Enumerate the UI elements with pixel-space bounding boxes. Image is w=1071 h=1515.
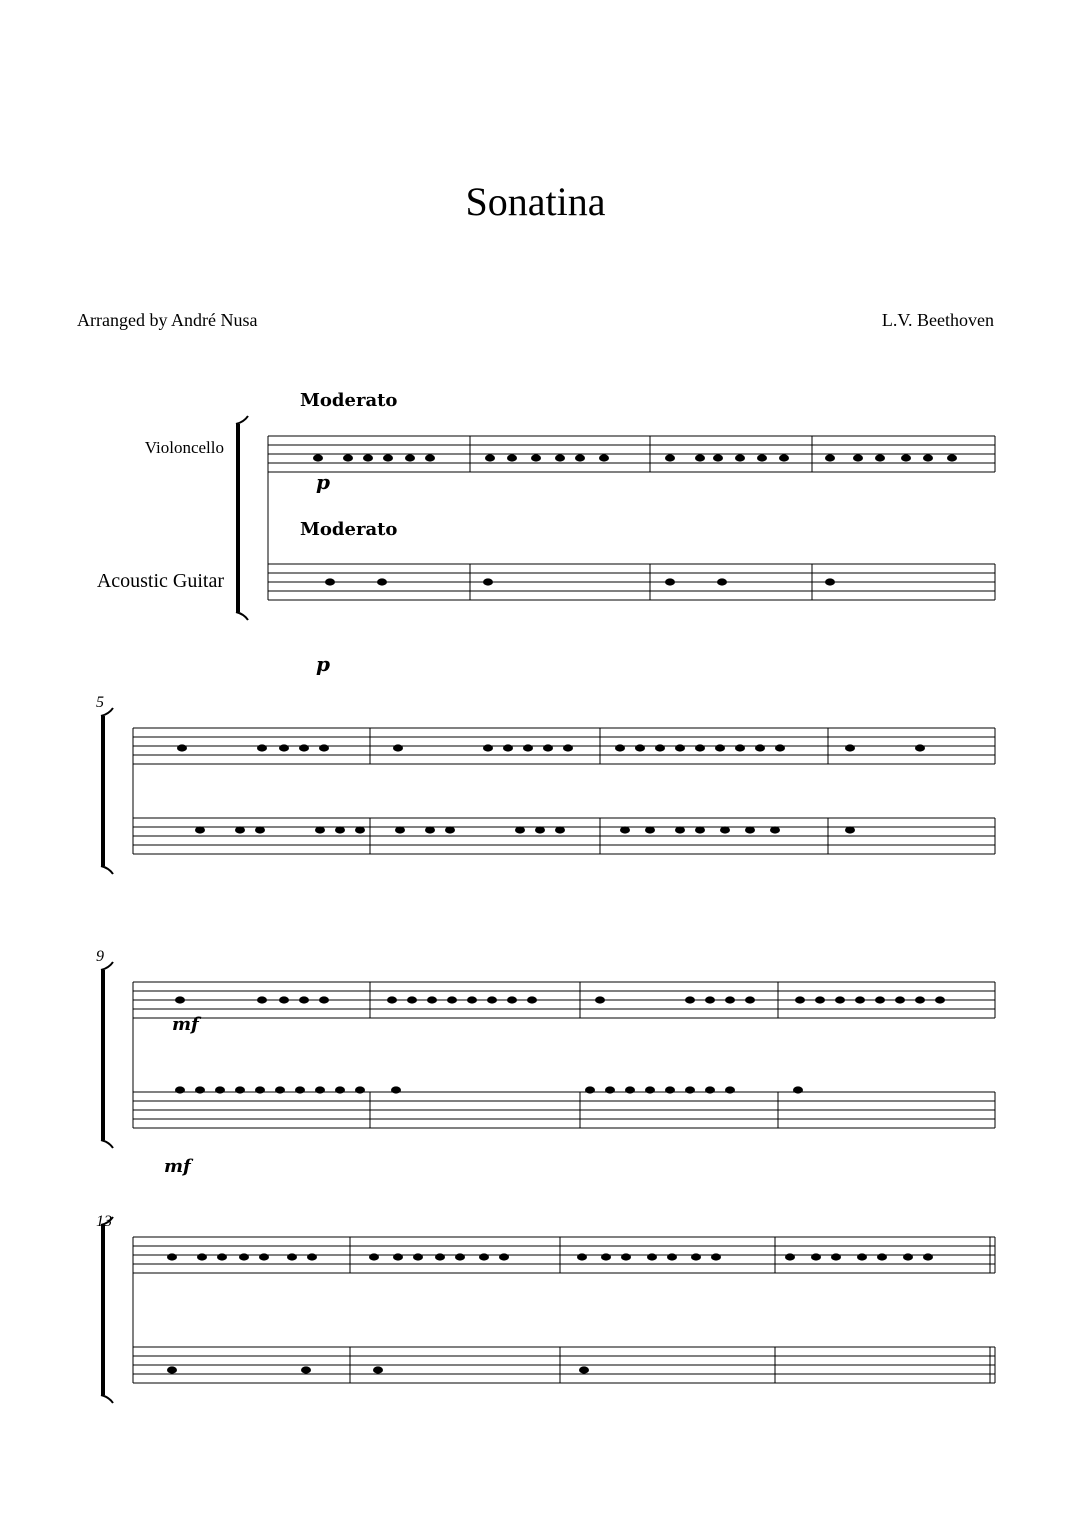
guitar-note — [705, 1086, 715, 1093]
guitar-chord — [579, 1366, 589, 1373]
measure-number-13: 13 — [96, 1213, 112, 1230]
guitar-chord — [483, 578, 493, 585]
guitar-note — [255, 1086, 265, 1093]
guitar-note — [445, 826, 455, 833]
cello-note — [845, 744, 855, 751]
cello-note — [527, 996, 537, 1003]
cello-note — [543, 744, 553, 751]
composer-credit: L.V. Beethoven — [881, 310, 994, 330]
guitar-note — [725, 1086, 735, 1093]
cello-note — [757, 454, 767, 461]
guitar-note — [235, 1086, 245, 1093]
cello-note — [857, 1253, 867, 1260]
guitar-note — [745, 826, 755, 833]
dynamic-cello-p: p — [316, 470, 330, 494]
guitar-note — [195, 1086, 205, 1093]
guitar-note — [355, 1086, 365, 1093]
cello-note — [935, 996, 945, 1003]
cello-note — [915, 744, 925, 751]
guitar-chord — [167, 1366, 177, 1373]
guitar-chord — [717, 578, 727, 585]
guitar-note — [315, 1086, 325, 1093]
cello-note — [675, 744, 685, 751]
cello-note — [383, 454, 393, 461]
dynamic-guitar-mf: mf — [164, 1156, 191, 1177]
measure-number-9: 9 — [96, 948, 104, 965]
guitar-note — [295, 1086, 305, 1093]
system-bracket-hook — [236, 416, 248, 424]
guitar-note — [335, 1086, 345, 1093]
guitar-note — [275, 1086, 285, 1093]
cello-note — [877, 1253, 887, 1260]
cello-note — [855, 996, 865, 1003]
cello-note — [343, 454, 353, 461]
instrument-label-cello: Violoncello — [144, 438, 224, 457]
guitar-note — [685, 1086, 695, 1093]
cello-note — [705, 996, 715, 1003]
system-bracket-hook — [101, 1395, 113, 1403]
guitar-note — [695, 826, 705, 833]
guitar-chord — [825, 578, 835, 585]
cello-note — [599, 454, 609, 461]
cello-note — [319, 744, 329, 751]
guitar-note — [770, 826, 780, 833]
cello-note — [685, 996, 695, 1003]
cello-note — [487, 996, 497, 1003]
guitar-note — [625, 1086, 635, 1093]
cello-note — [715, 744, 725, 751]
cello-note — [413, 1253, 423, 1260]
cello-note — [369, 1253, 379, 1260]
cello-note — [435, 1253, 445, 1260]
cello-note — [785, 1253, 795, 1260]
guitar-note — [585, 1086, 595, 1093]
guitar-note — [235, 826, 245, 833]
guitar-note — [845, 826, 855, 833]
arranger-credit: Arranged by André Nusa — [77, 310, 258, 330]
cello-note — [467, 996, 477, 1003]
guitar-note — [675, 826, 685, 833]
cello-note — [853, 454, 863, 461]
cello-note — [601, 1253, 611, 1260]
cello-note — [745, 996, 755, 1003]
cello-note — [831, 1253, 841, 1260]
cello-note — [835, 996, 845, 1003]
cello-note — [795, 996, 805, 1003]
cello-note — [167, 1253, 177, 1260]
guitar-note — [720, 826, 730, 833]
cello-note — [407, 996, 417, 1003]
cello-note — [393, 1253, 403, 1260]
measure-number-5: 5 — [96, 694, 104, 711]
guitar-chord — [665, 578, 675, 585]
cello-note — [811, 1253, 821, 1260]
cello-note — [555, 454, 565, 461]
guitar-note — [645, 826, 655, 833]
cello-note — [695, 454, 705, 461]
dynamic-guitar-p: p — [316, 652, 330, 676]
guitar-note — [620, 826, 630, 833]
cello-note — [635, 744, 645, 751]
system-bracket-hook — [101, 708, 113, 716]
cello-note — [901, 454, 911, 461]
cello-note — [405, 454, 415, 461]
cello-note — [523, 744, 533, 751]
cello-note — [775, 744, 785, 751]
system-bracket-hook — [101, 866, 113, 874]
cello-note — [875, 454, 885, 461]
guitar-chord — [301, 1366, 311, 1373]
cello-note — [507, 996, 517, 1003]
system-bracket-hook — [101, 1217, 113, 1225]
cello-note — [665, 454, 675, 461]
cello-note — [217, 1253, 227, 1260]
cello-note — [447, 996, 457, 1003]
guitar-note — [425, 826, 435, 833]
cello-note — [595, 996, 605, 1003]
cello-note — [485, 454, 495, 461]
cello-note — [319, 996, 329, 1003]
cello-note — [875, 996, 885, 1003]
guitar-note — [515, 826, 525, 833]
cello-note — [197, 1253, 207, 1260]
score-title: Sonatina — [465, 179, 606, 224]
cello-note — [563, 744, 573, 751]
guitar-chord — [325, 578, 335, 585]
cello-note — [779, 454, 789, 461]
guitar-note — [255, 826, 265, 833]
cello-note — [307, 1253, 317, 1260]
cello-note — [279, 744, 289, 751]
cello-note — [507, 454, 517, 461]
cello-note — [503, 744, 513, 751]
guitar-note — [391, 1086, 401, 1093]
guitar-note — [535, 826, 545, 833]
guitar-note — [175, 1086, 185, 1093]
guitar-note — [555, 826, 565, 833]
cello-note — [725, 996, 735, 1003]
cello-note — [393, 744, 403, 751]
instrument-label-guitar: Acoustic Guitar — [96, 570, 224, 592]
cello-note — [177, 744, 187, 751]
guitar-note — [395, 826, 405, 833]
cello-note — [647, 1253, 657, 1260]
cello-note — [257, 996, 267, 1003]
tempo-marking-guitar: Moderato — [300, 519, 398, 540]
cello-note — [621, 1253, 631, 1260]
cello-note — [923, 1253, 933, 1260]
cello-note — [239, 1253, 249, 1260]
cello-note — [655, 744, 665, 751]
guitar-note — [355, 826, 365, 833]
tempo-marking-cello: Moderato — [300, 390, 398, 411]
system-bracket-hook — [101, 962, 113, 970]
cello-note — [531, 454, 541, 461]
cello-note — [577, 1253, 587, 1260]
cello-note — [479, 1253, 489, 1260]
cello-note — [735, 454, 745, 461]
cello-note — [711, 1253, 721, 1260]
system-bracket-hook — [236, 612, 248, 620]
cello-note — [615, 744, 625, 751]
guitar-note — [315, 826, 325, 833]
cello-note — [363, 454, 373, 461]
guitar-chord — [373, 1366, 383, 1373]
cello-note — [695, 744, 705, 751]
cello-note — [427, 996, 437, 1003]
cello-note — [735, 744, 745, 751]
dynamic-cello-mf: mf — [172, 1014, 199, 1035]
guitar-note — [215, 1086, 225, 1093]
guitar-note — [335, 826, 345, 833]
cello-note — [691, 1253, 701, 1260]
guitar-note — [665, 1086, 675, 1093]
cello-note — [755, 744, 765, 751]
cello-note — [483, 744, 493, 751]
cello-note — [895, 996, 905, 1003]
cello-note — [313, 454, 323, 461]
guitar-note — [793, 1086, 803, 1093]
guitar-chord — [377, 578, 387, 585]
guitar-note — [605, 1086, 615, 1093]
cello-note — [915, 996, 925, 1003]
guitar-note — [195, 826, 205, 833]
cello-note — [387, 996, 397, 1003]
cello-note — [713, 454, 723, 461]
guitar-note — [645, 1086, 655, 1093]
cello-note — [175, 996, 185, 1003]
cello-note — [825, 454, 835, 461]
cello-note — [923, 454, 933, 461]
cello-note — [425, 454, 435, 461]
cello-note — [299, 744, 309, 751]
cello-note — [279, 996, 289, 1003]
system-bracket-hook — [101, 1140, 113, 1148]
cello-note — [667, 1253, 677, 1260]
cello-note — [575, 454, 585, 461]
cello-note — [299, 996, 309, 1003]
cello-note — [287, 1253, 297, 1260]
cello-note — [903, 1253, 913, 1260]
cello-note — [259, 1253, 269, 1260]
cello-note — [455, 1253, 465, 1260]
cello-note — [947, 454, 957, 461]
cello-note — [257, 744, 267, 751]
cello-note — [815, 996, 825, 1003]
cello-note — [499, 1253, 509, 1260]
